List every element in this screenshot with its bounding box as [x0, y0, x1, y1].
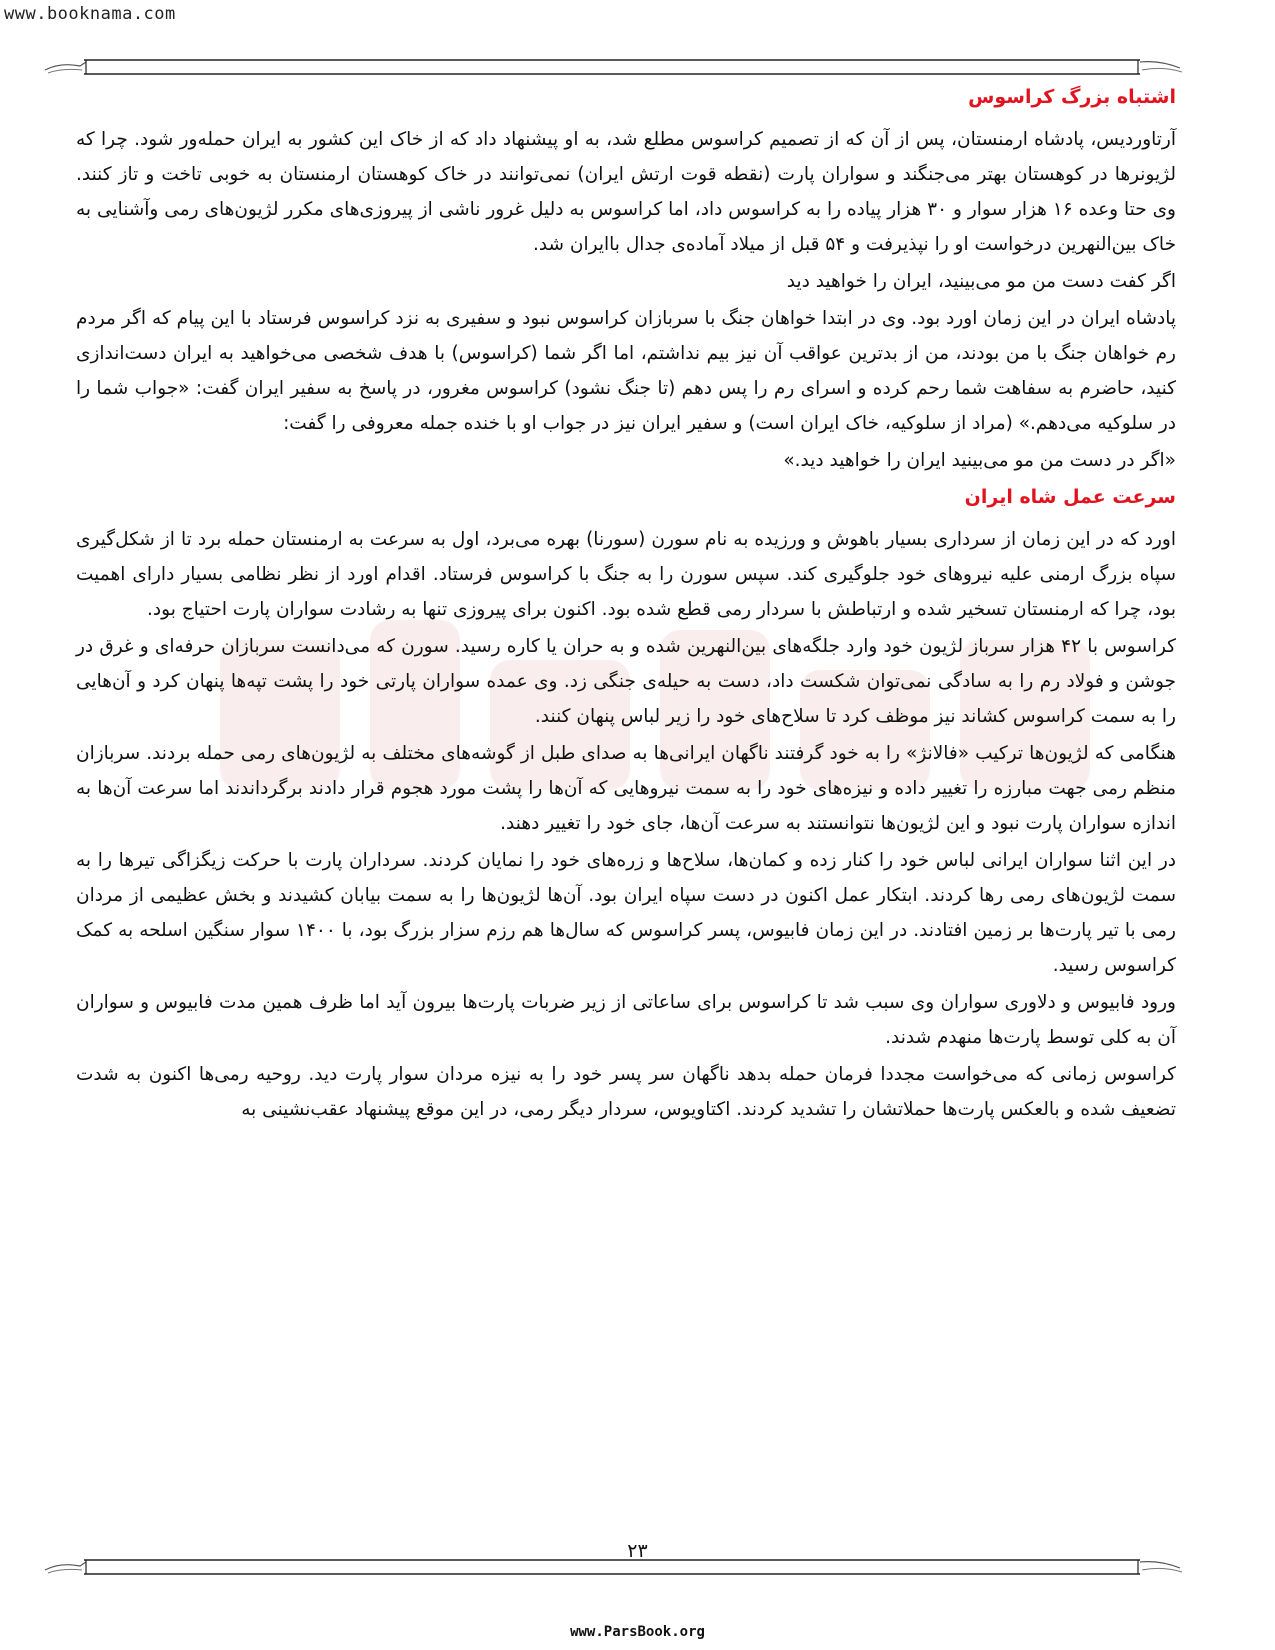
paragraph: کراسوس زمانی که می‌خواست مجددا فرمان حمله بدهد ناگهان سر پسر خود را به نیزه مردان سوار پارت دید. روحیه رمی‌ها اکنون به شدت تضعیف شده و بالعکس پارت‌ها حملاتشان را تشدید کردند. اکتاویوس، سردار دیگر رمی، در این موقع پیشنهاد عقب‌نشینی به	[76, 1064, 1176, 1120]
header-site-url: www.booknama.com	[4, 4, 176, 24]
page-number: ۲۳	[627, 1540, 648, 1562]
page-content	[76, 80, 1176, 1129]
footer-site-url: www.ParsBook.org	[570, 1624, 705, 1640]
paragraph: در این اثنا سواران ایرانی لباس خود را کنار زده و کمان‌ها، سلاح‌ها و زره‌های خود را نمایان کردند. سرداران پارت با حرکت زیگزاگی تیرها را به سمت لژیون‌های رمی رها کردند. ابتکار عمل اکنون در دست سپاه ایران بود. آن‌ها لژیون‌ها را به سمت بیابان کشیدند و بخش عظیمی از مردان رمی با تیر پارت‌ها بر زمین افتادند. در این زمان فابیوس، پسر کراسوس که سال‌ها هم رزم سزار بزرگ بود، با ۱۴۰۰ سوار سنگین اسلحه به کمک کراسوس رسید.	[76, 850, 1176, 976]
paragraph: «اگر در دست من مو می‌بینید ایران را خواهید دید.»	[783, 450, 1176, 471]
section-heading: اشتباه بزرگ کراسوس	[968, 86, 1176, 108]
top-border-line	[0, 0, 1275, 90]
paragraph: کراسوس با ۴۲ هزار سرباز لژیون خود وارد جلگه‌های بین‌النهرین شده و به حران یا کاره رسید. سورن که می‌دانست سربازان حرفه‌ای و غرق در جوشن و فولاد رم را به سادگی نمی‌توان شکست داد، دست به حیله‌ی جنگی زد. وی عمده سواران پارتی خود را پشت تپه‌ها پنهان کرد و آن‌هایی را به سمت کراسوس کشاند نیز موظف کرد تا سلاح‌های خود را زیر لباس پنهان کنند.	[76, 636, 1176, 727]
section-heading: سرعت عمل شاه ایران	[964, 486, 1176, 508]
paragraph: هنگامی که لژیون‌ها ترکیب «فالانژ» را به خود گرفتند ناگهان ایرانی‌ها به صدای طبل از گوشه‌های مختلف به لژیون‌های رمی حمله بردند. سربازان منظم رمی جهت مبارزه را تغییر داده و نیزه‌های خود را به سمت نیروهایی که آن‌ها را پشت مورد هجوم قرار دادند برگرداندند اما سرعت آن‌ها به اندازه سواران پارت نبود و این لژیون‌ها نتوانستند به سرعت آن‌ها، جای خود را تغییر دهند.	[76, 743, 1176, 834]
paragraph: پادشاه ایران در این زمان اورد بود. وی در ابتدا خواهان جنگ با سربازان کراسوس نبود و سفیری به نزد کراسوس فرستاد با این پیام که اگر مردم رم خواهان جنگ با من بودند، من از بدترین عواقب آن نیز بیم نداشتم، اما اگر شما (کراسوس) با هدف شخصی می‌خواهید به ایران دست‌اندازی کنید، حاضرم به سفاهت شما رحم کرده و اسرای رم را پس دهم (تا جنگ نشود) کراسوس مغرور، در پاسخ به سفیر ایران گفت: «جواب شما را در سلوکیه می‌دهم.» (مراد از سلوکیه، خاک ایران است) و سفیر ایران نیز در جواب او با خنده جمله معروفی را گفت:	[76, 308, 1176, 434]
paragraph: اگر کفت دست من مو می‌بینید، ایران را خواهید دید	[786, 271, 1176, 292]
paragraph: اورد که در این زمان از سرداری بسیار باهوش و ورزیده به نام سورن (سورنا) بهره می‌برد، اول به سرعت به ارمنستان حمله برد تا از شکل‌گیری سپاه بزرگ ارمنی علیه نیروهای خود جلوگیری کند. سپس سورن را به جنگ با کراسوس فرستاد. اقدام اورد از نظر نظامی بسیار دارای اهمیت بود، چرا که ارمنستان تسخیر شده و ارتباطش با سردار رمی قطع شده بود. اکنون برای پیروزی تنها به رشادت سواران پارت احتیاج بود.	[76, 529, 1176, 620]
paragraph: ورود فابیوس و دلاوری سواران وی سبب شد تا کراسوس برای ساعاتی از زیر ضربات پارت‌ها بیرون آید اما ظرف همین مدت فابیوس و سواران آن به کلی توسط پارت‌ها منهدم شدند.	[76, 992, 1176, 1048]
paragraph: آرتاوردیس، پادشاه ارمنستان، پس از آن که از تصمیم کراسوس مطلع شد، به او پیشنهاد داد که از خاک این کشور به ایران حمله‌ور شود. چرا که لژیونرها در کوهستان بهتر می‌جنگند و سواران پارت (نقطه قوت ارتش ایران) نمی‌توانند در خاک کوهستان ارمنستان به خوبی تاخت و تاز کنند. وی حتا وعده ۱۶ هزار سوار و ۳۰ هزار پیاده را به کراسوس داد، اما کراسوس به دلیل غرور ناشی از پیروزی‌های مکرر لژیون‌های رمی وآشنایی به خاک بین‌النهرین درخواست او را نپذیرفت و ۵۴ قبل از میلاد آماده‌ی جدال باایران شد.	[76, 129, 1176, 255]
